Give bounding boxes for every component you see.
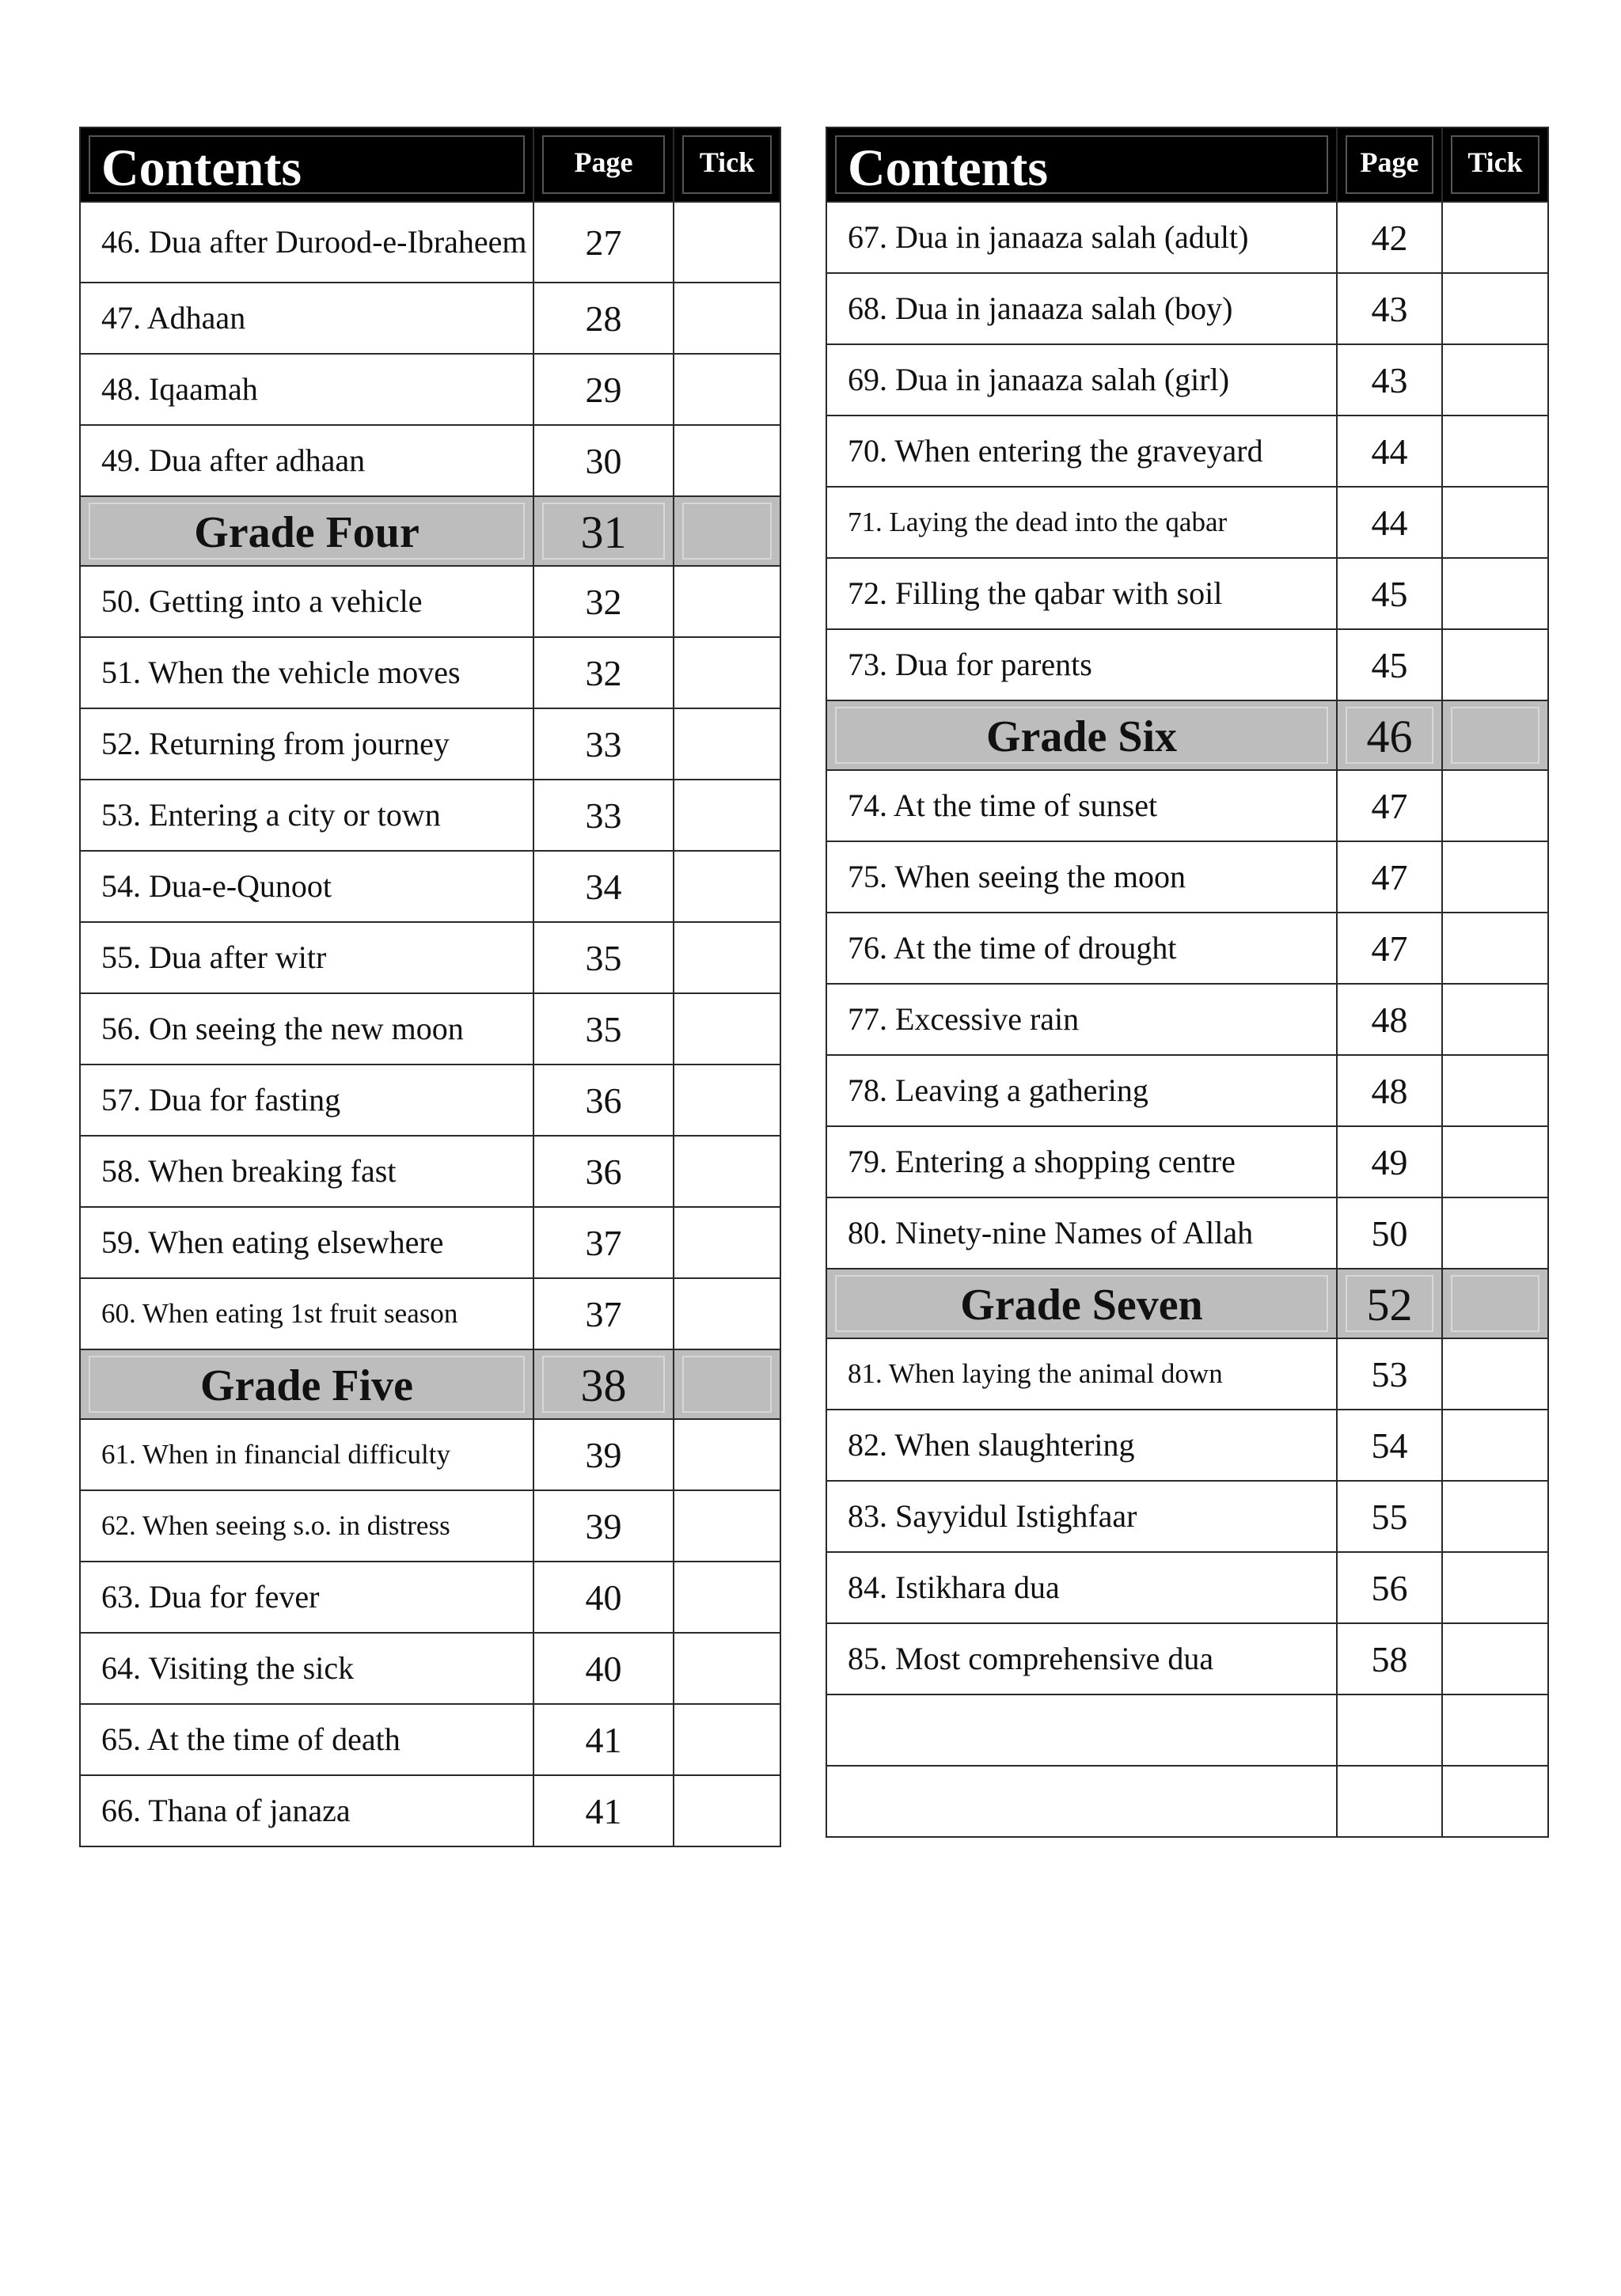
tick-box[interactable] (1442, 487, 1548, 558)
entry-title: 65. At the time of death (80, 1704, 533, 1775)
entry-page-number: 40 (533, 1562, 674, 1633)
tick-box[interactable] (674, 993, 780, 1065)
entry-page-number: 43 (1337, 344, 1442, 416)
entry-title: 46. Dua after Durood-e-Ibraheem (80, 202, 533, 283)
entry-page-number: 41 (533, 1704, 674, 1775)
contents-row (826, 1481, 1548, 1552)
contents-row (826, 1766, 1548, 1837)
contents-row (826, 1126, 1548, 1197)
grade-page-number: 38 (580, 1360, 627, 1411)
tick-box[interactable] (674, 1775, 780, 1846)
entry-title: 54. Dua-e-Qunoot (80, 851, 533, 922)
tick-box[interactable] (674, 1419, 780, 1490)
tick-box[interactable] (674, 1562, 780, 1633)
tick-column-header: Tick (1467, 146, 1523, 178)
contents-row (826, 273, 1548, 344)
tick-box[interactable] (1442, 984, 1548, 1055)
entry-page-number: 41 (533, 1775, 674, 1846)
tick-box[interactable] (674, 922, 780, 993)
entry-title: 64. Visiting the sick (80, 1633, 533, 1704)
tick-box[interactable] (674, 202, 780, 283)
tick-box[interactable] (1442, 273, 1548, 344)
entry-title: 63. Dua for fever (80, 1562, 533, 1633)
tick-box[interactable] (682, 1356, 772, 1413)
entry-page-number: 54 (1337, 1410, 1442, 1481)
grade-section-row (826, 1269, 1548, 1338)
entry-title: 59. When eating elsewhere (80, 1207, 533, 1278)
contents-row (80, 202, 780, 283)
entry-title: 60. When eating 1st fruit season (80, 1278, 533, 1349)
contents-row (80, 1419, 780, 1490)
grade-title: Grade Seven (960, 1281, 1203, 1330)
entry-page-number: 39 (533, 1490, 674, 1562)
tick-box[interactable] (1442, 1126, 1548, 1197)
tick-column-header: Tick (699, 146, 755, 178)
entry-page-number: 42 (1337, 202, 1442, 273)
tick-box[interactable] (1442, 1338, 1548, 1410)
tick-box[interactable] (1442, 416, 1548, 487)
entry-page-number: 43 (1337, 273, 1442, 344)
contents-row (826, 416, 1548, 487)
page-column-header: Page (574, 146, 633, 178)
entry-title: 69. Dua in janaaza salah (girl) (826, 344, 1337, 416)
grade-page-number: 46 (1366, 711, 1413, 762)
entry-title: 81. When laying the animal down (826, 1338, 1337, 1410)
tick-box[interactable] (674, 1278, 780, 1349)
grade-page-number: 31 (580, 507, 627, 558)
entry-page-number: 33 (533, 780, 674, 851)
entry-title: 71. Laying the dead into the qabar (826, 487, 1337, 558)
tick-box[interactable] (1442, 1694, 1548, 1766)
contents-row (80, 922, 780, 993)
grade-section-row (826, 700, 1548, 770)
entry-title: 49. Dua after adhaan (80, 425, 533, 496)
entry-title: 53. Entering a city or town (80, 780, 533, 851)
entry-title: 79. Entering a shopping centre (826, 1126, 1337, 1197)
contents-row (80, 1704, 780, 1775)
contents-row (826, 558, 1548, 629)
entry-title: 84. Istikhara dua (826, 1552, 1337, 1623)
entry-page-number: 48 (1337, 1055, 1442, 1126)
entry-page-number (1337, 1766, 1442, 1837)
entry-page-number: 37 (533, 1207, 674, 1278)
entry-page-number: 33 (533, 708, 674, 780)
entry-title: 58. When breaking fast (80, 1136, 533, 1207)
contents-row (826, 487, 1548, 558)
entry-title: 82. When slaughtering (826, 1410, 1337, 1481)
entry-title: 85. Most comprehensive dua (826, 1623, 1337, 1694)
contents-row (80, 1065, 780, 1136)
entry-page-number: 37 (533, 1278, 674, 1349)
grade-title: Grade Four (194, 508, 419, 557)
contents-row (826, 202, 1548, 273)
tick-box[interactable] (1442, 558, 1548, 629)
entry-page-number: 28 (533, 283, 674, 354)
entry-page-number: 53 (1337, 1338, 1442, 1410)
contents-row (826, 344, 1548, 416)
entry-page-number: 55 (1337, 1481, 1442, 1552)
contents-row (826, 1552, 1548, 1623)
contents-heading: Contents (101, 139, 302, 197)
entry-page-number: 44 (1337, 487, 1442, 558)
entry-title: 67. Dua in janaaza salah (adult) (826, 202, 1337, 273)
contents-row (80, 1136, 780, 1207)
entry-title (826, 1694, 1337, 1766)
entry-page-number: 35 (533, 922, 674, 993)
contents-row (80, 566, 780, 637)
entry-page-number: 30 (533, 425, 674, 496)
contents-row (80, 354, 780, 425)
entry-title: 78. Leaving a gathering (826, 1055, 1337, 1126)
contents-row (80, 1562, 780, 1633)
tick-box[interactable] (674, 566, 780, 637)
entry-title: 52. Returning from journey (80, 708, 533, 780)
entry-title: 77. Excessive rain (826, 984, 1337, 1055)
tick-box[interactable] (674, 1633, 780, 1704)
tick-box[interactable] (674, 708, 780, 780)
page-column-header: Page (1360, 146, 1419, 178)
entry-title: 66. Thana of janaza (80, 1775, 533, 1846)
tick-box[interactable] (674, 1207, 780, 1278)
entry-title: 68. Dua in janaaza salah (boy) (826, 273, 1337, 344)
entry-title: 62. When seeing s.o. in distress (80, 1490, 533, 1562)
tick-box[interactable] (674, 354, 780, 425)
contents-body-right (826, 127, 1548, 1837)
contents-table-left (79, 127, 781, 1847)
grade-section-row (80, 1349, 780, 1419)
contents-row (80, 1207, 780, 1278)
tick-box[interactable] (674, 637, 780, 708)
entry-title: 83. Sayyidul Istighfaar (826, 1481, 1337, 1552)
tick-box[interactable] (674, 1704, 780, 1775)
contents-row (826, 1694, 1548, 1766)
contents-row (826, 913, 1548, 984)
tick-box[interactable] (1442, 1623, 1548, 1694)
entry-title: 57. Dua for fasting (80, 1065, 533, 1136)
tick-box[interactable] (674, 851, 780, 922)
tick-box[interactable] (674, 283, 780, 354)
tick-box[interactable] (682, 503, 772, 560)
contents-row (826, 1055, 1548, 1126)
entry-title: 74. At the time of sunset (826, 770, 1337, 841)
tick-box[interactable] (674, 780, 780, 851)
tick-box[interactable] (1442, 1766, 1548, 1837)
entry-page-number: 27 (533, 202, 674, 283)
entry-page-number: 32 (533, 566, 674, 637)
contents-row (80, 283, 780, 354)
contents-row (826, 1338, 1548, 1410)
contents-row (826, 629, 1548, 700)
contents-row (80, 851, 780, 922)
contents-table-right (826, 127, 1549, 1838)
entry-page-number: 40 (533, 1633, 674, 1704)
entry-title: 56. On seeing the new moon (80, 993, 533, 1065)
contents-row (80, 780, 780, 851)
tick-box[interactable] (1442, 841, 1548, 913)
entry-page-number: 48 (1337, 984, 1442, 1055)
entry-page-number: 47 (1337, 841, 1442, 913)
tick-box[interactable] (1442, 1481, 1548, 1552)
contents-row (80, 1490, 780, 1562)
entry-title: 80. Ninety-nine Names of Allah (826, 1197, 1337, 1269)
entry-title (826, 1766, 1337, 1837)
grade-title: Grade Six (985, 712, 1178, 761)
entry-page-number: 45 (1337, 558, 1442, 629)
contents-row (80, 1633, 780, 1704)
contents-row (80, 637, 780, 708)
tick-box[interactable] (1442, 1552, 1548, 1623)
entry-title: 72. Filling the qabar with soil (826, 558, 1337, 629)
entry-page-number: 44 (1337, 416, 1442, 487)
contents-row (826, 770, 1548, 841)
tick-box[interactable] (674, 1065, 780, 1136)
contents-row (826, 1197, 1548, 1269)
entry-page-number (1337, 1694, 1442, 1766)
tick-box[interactable] (1442, 1197, 1548, 1269)
tick-box[interactable] (1442, 913, 1548, 984)
entry-title: 51. When the vehicle moves (80, 637, 533, 708)
contents-row (80, 1278, 780, 1349)
entry-page-number: 32 (533, 637, 674, 708)
entry-title: 47. Adhaan (80, 283, 533, 354)
entry-title: 70. When entering the graveyard (826, 416, 1337, 487)
entry-title: 50. Getting into a vehicle (80, 566, 533, 637)
entry-title: 55. Dua after witr (80, 922, 533, 993)
entry-page-number: 29 (533, 354, 674, 425)
contents-row (826, 984, 1548, 1055)
entry-page-number: 36 (533, 1065, 674, 1136)
entry-page-number: 47 (1337, 913, 1442, 984)
tick-box[interactable] (1442, 1410, 1548, 1481)
contents-body-left (80, 127, 780, 1846)
tick-box[interactable] (1451, 707, 1539, 764)
entry-page-number: 34 (533, 851, 674, 922)
grade-title: Grade Five (199, 1361, 414, 1410)
entry-title: 76. At the time of drought (826, 913, 1337, 984)
contents-row (80, 708, 780, 780)
entry-page-number: 36 (533, 1136, 674, 1207)
entry-page-number: 50 (1337, 1197, 1442, 1269)
entry-page-number: 35 (533, 993, 674, 1065)
entry-page-number: 39 (533, 1419, 674, 1490)
tick-box[interactable] (1442, 202, 1548, 273)
tick-box[interactable] (674, 1136, 780, 1207)
contents-heading: Contents (848, 139, 1049, 197)
contents-header-right (826, 127, 1548, 202)
entry-page-number: 56 (1337, 1552, 1442, 1623)
contents-row (826, 841, 1548, 913)
tick-box[interactable] (1451, 1275, 1539, 1332)
tick-box[interactable] (674, 425, 780, 496)
tick-box[interactable] (1442, 344, 1548, 416)
tick-box[interactable] (1442, 1055, 1548, 1126)
tick-box[interactable] (1442, 629, 1548, 700)
tick-box[interactable] (1442, 770, 1548, 841)
entry-page-number: 47 (1337, 770, 1442, 841)
contents-row (80, 993, 780, 1065)
entry-page-number: 45 (1337, 629, 1442, 700)
contents-row (80, 1775, 780, 1846)
contents-row (826, 1623, 1548, 1694)
tick-box[interactable] (674, 1490, 780, 1562)
entry-page-number: 49 (1337, 1126, 1442, 1197)
entry-title: 75. When seeing the moon (826, 841, 1337, 913)
contents-row (826, 1410, 1548, 1481)
entry-page-number: 58 (1337, 1623, 1442, 1694)
entry-title: 73. Dua for parents (826, 629, 1337, 700)
contents-row (80, 425, 780, 496)
contents-header-left (80, 127, 780, 202)
entry-title: 48. Iqaamah (80, 354, 533, 425)
entry-title: 61. When in financial difficulty (80, 1419, 533, 1490)
grade-page-number: 52 (1366, 1279, 1413, 1330)
grade-section-row (80, 496, 780, 566)
